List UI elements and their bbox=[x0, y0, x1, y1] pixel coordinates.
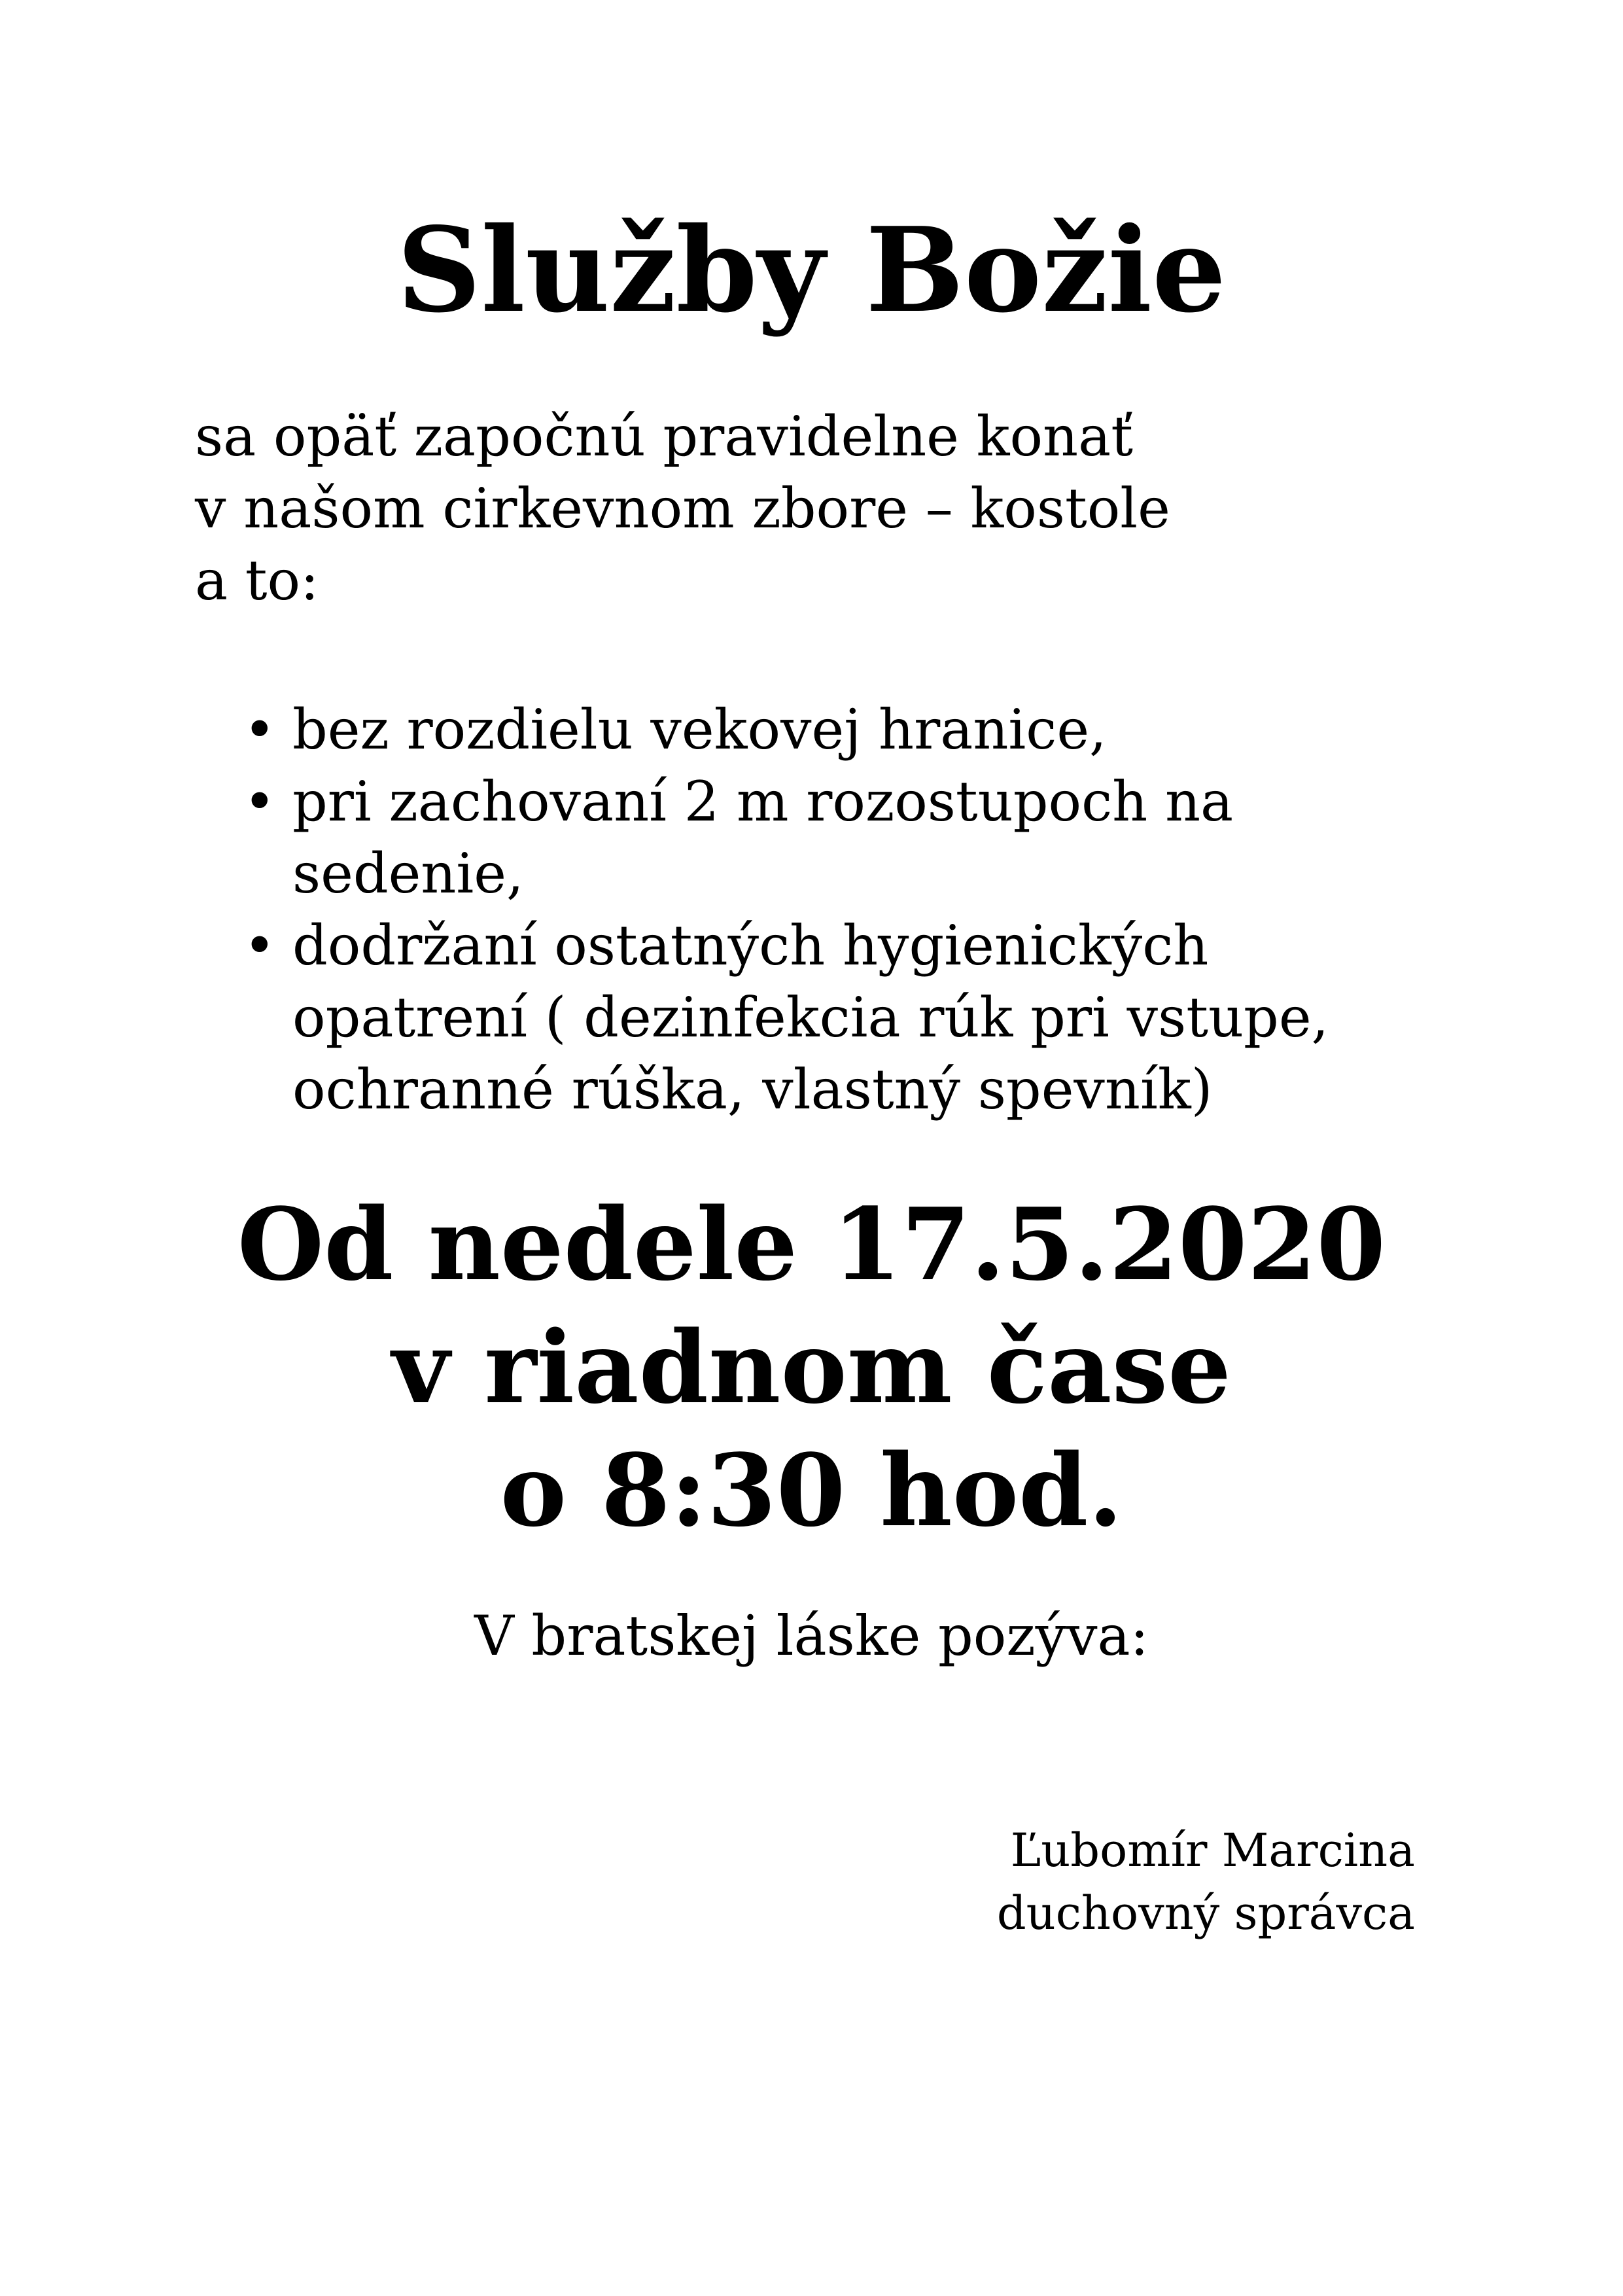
list-item bbox=[243, 910, 1329, 1125]
list-item-line: opatrení ( dezinfekcia rúk pri vstupe, bbox=[292, 985, 1329, 1050]
signature-role: duchovný správca bbox=[996, 1886, 1415, 1940]
announcement bbox=[0, 1183, 1623, 1552]
list-item-line: bez rozdielu vekovej hranice, bbox=[292, 698, 1107, 762]
list-item bbox=[243, 766, 1329, 910]
signature-block bbox=[997, 1819, 1415, 1945]
announcement-hour-line: o 8:30 hod. bbox=[500, 1432, 1123, 1549]
invitation-text: V bratskej láske pozýva: bbox=[474, 1604, 1149, 1668]
list-item-line: ochranné rúška, vlastný spevník) bbox=[292, 1057, 1213, 1122]
page-title: Služby Božie bbox=[396, 202, 1227, 338]
bullet-icon: • bbox=[243, 769, 276, 834]
bullet-icon: • bbox=[243, 698, 276, 762]
list-item-line: dodržaní ostatných hygienických bbox=[292, 913, 1209, 978]
bullet-icon: • bbox=[243, 913, 276, 978]
list-item-line: sedenie, bbox=[292, 841, 524, 906]
announcement-date-line: Od nedele 17.5.2020 bbox=[237, 1186, 1386, 1303]
signature-name: Ľubomír Marcina bbox=[1010, 1824, 1415, 1877]
list-item-line: pri zachovaní 2 m rozostupoch na bbox=[292, 769, 1234, 834]
intro-line: a to: bbox=[195, 548, 319, 612]
announcement-time-line: v riadnom čase bbox=[392, 1309, 1231, 1426]
intro-paragraph bbox=[195, 400, 1170, 616]
intro-line: v našom cirkevnom zbore – kostole bbox=[195, 476, 1170, 540]
list-item bbox=[243, 694, 1329, 766]
intro-line: sa opäť započnú pravidelne konať bbox=[195, 404, 1133, 468]
conditions-list bbox=[243, 694, 1329, 1125]
